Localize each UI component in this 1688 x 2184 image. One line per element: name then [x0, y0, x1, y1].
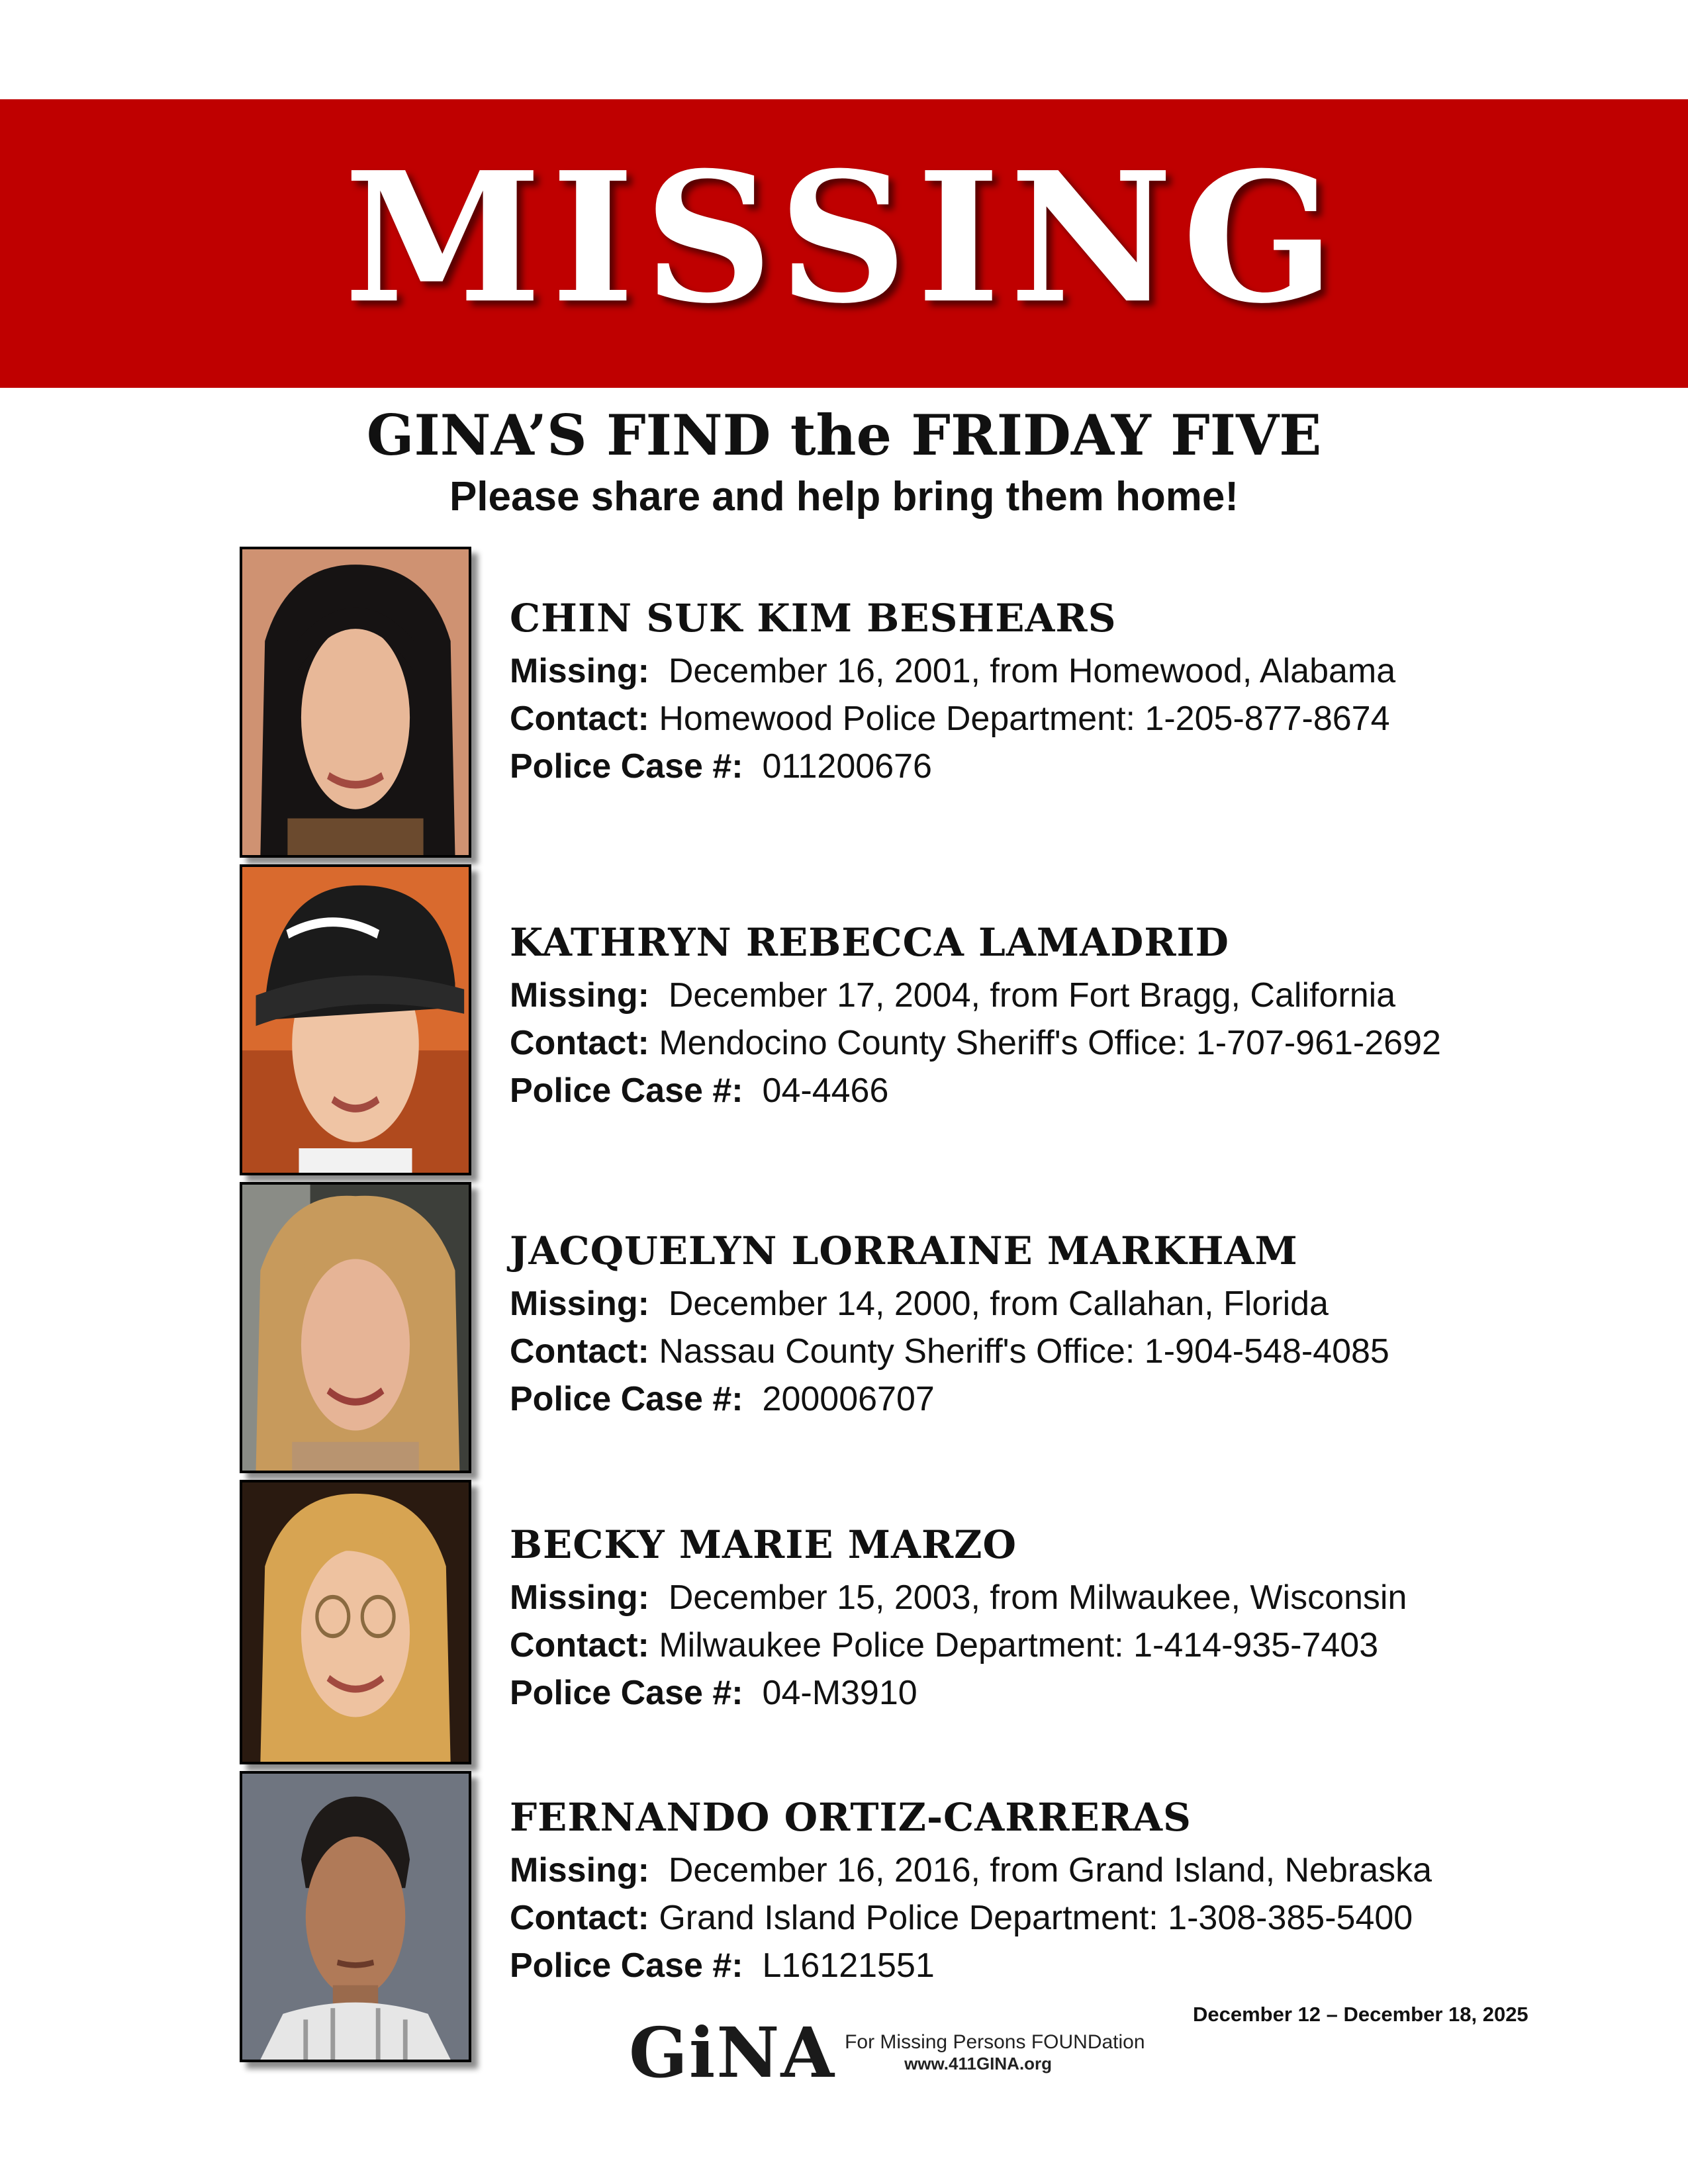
- case-line: [510, 1067, 1441, 1115]
- person-entry-1: [510, 596, 1395, 790]
- contact-line: [510, 695, 1395, 743]
- banner-title: MISSING: [344, 132, 1344, 343]
- person-entry-5: [510, 1795, 1432, 1989]
- missing-line: [510, 1280, 1389, 1328]
- person-name: KATHRYN REBECCA LAMADRID: [510, 920, 1229, 965]
- contact-line: [510, 1894, 1432, 1942]
- person-entry-4: [510, 1522, 1407, 1717]
- photo-person-3: [240, 1182, 471, 1473]
- contact-label: Contact:: [510, 700, 649, 738]
- case-value: 200006707: [762, 1380, 935, 1418]
- case-value: 011200676: [762, 747, 932, 786]
- photo-person-5: [240, 1771, 471, 2062]
- contact-value: Mendocino County Sheriff's Office: 1-707-961-2692: [659, 1024, 1441, 1062]
- case-label: Police Case #:: [510, 747, 743, 786]
- case-line: [510, 1942, 1432, 1989]
- contact-value: Grand Island Police Department: 1-308-385-5400: [659, 1899, 1413, 1937]
- gina-logo: [629, 2012, 1145, 2093]
- missing-value: December 16, 2001, from Homewood, Alabama: [668, 652, 1396, 690]
- case-value: L16121551: [762, 1946, 935, 1985]
- case-line: [510, 1375, 1389, 1423]
- contact-line: [510, 1019, 1441, 1067]
- contact-label: Contact:: [510, 1899, 649, 1937]
- contact-line: [510, 1621, 1407, 1669]
- case-label: Police Case #:: [510, 1071, 743, 1110]
- missing-value: December 16, 2016, from Grand Island, Nebraska: [668, 1851, 1432, 1889]
- contact-label: Contact:: [510, 1024, 649, 1062]
- page-tagline: Please share and help bring them home!: [449, 474, 1239, 520]
- case-label: Police Case #:: [510, 1380, 743, 1418]
- logo-url: www.411GINA.org: [904, 2054, 1053, 2073]
- missing-label: Missing:: [510, 652, 649, 690]
- missing-value: December 17, 2004, from Fort Bragg, California: [668, 976, 1396, 1015]
- missing-label: Missing:: [510, 1285, 649, 1323]
- contact-value: Nassau County Sheriff's Office: 1-904-548-4085: [659, 1332, 1389, 1371]
- contact-value: Homewood Police Department: 1-205-877-8674: [659, 700, 1390, 738]
- person-entry-2: [510, 920, 1441, 1115]
- person-name: JACQUELYN LORRAINE MARKHAM: [510, 1228, 1298, 1273]
- logo-tagline: For Missing Persons FOUNDation: [845, 2031, 1145, 2053]
- contact-label: Contact:: [510, 1626, 649, 1664]
- contact-line: [510, 1328, 1389, 1375]
- case-label: Police Case #:: [510, 1674, 743, 1712]
- person-name: FERNANDO ORTIZ-CARRERAS: [510, 1795, 1192, 1840]
- logo-mark: GiNA: [629, 2012, 836, 2093]
- missing-value: December 14, 2000, from Callahan, Florida: [668, 1285, 1329, 1323]
- date-range: December 12 – December 18, 2025: [1193, 2003, 1528, 2026]
- contact-label: Contact:: [510, 1332, 649, 1371]
- logo-text: [845, 2031, 1145, 2074]
- case-label: Police Case #:: [510, 1946, 743, 1985]
- photo-person-1: [240, 547, 471, 858]
- missing-line: [510, 972, 1441, 1019]
- contact-value: Milwaukee Police Department: 1-414-935-7403: [659, 1626, 1379, 1664]
- missing-banner: [0, 99, 1688, 388]
- person-name: BECKY MARIE MARZO: [510, 1522, 1017, 1567]
- photo-person-4: [240, 1480, 471, 1764]
- case-line: [510, 1669, 1407, 1717]
- missing-line: [510, 647, 1395, 695]
- missing-label: Missing:: [510, 976, 649, 1015]
- missing-line: [510, 1846, 1432, 1894]
- person-name: CHIN SUK KIM BESHEARS: [510, 596, 1117, 641]
- case-line: [510, 743, 1395, 790]
- page-subtitle: GINA’S FIND the FRIDAY FIVE: [366, 402, 1322, 468]
- missing-label: Missing:: [510, 1851, 649, 1889]
- case-value: 04-M3910: [762, 1674, 917, 1712]
- person-entry-3: [510, 1228, 1389, 1423]
- case-value: 04-4466: [762, 1071, 889, 1110]
- missing-label: Missing:: [510, 1578, 649, 1617]
- missing-line: [510, 1574, 1407, 1621]
- missing-value: December 15, 2003, from Milwaukee, Wisconsin: [668, 1578, 1407, 1617]
- photo-person-2: [240, 864, 471, 1175]
